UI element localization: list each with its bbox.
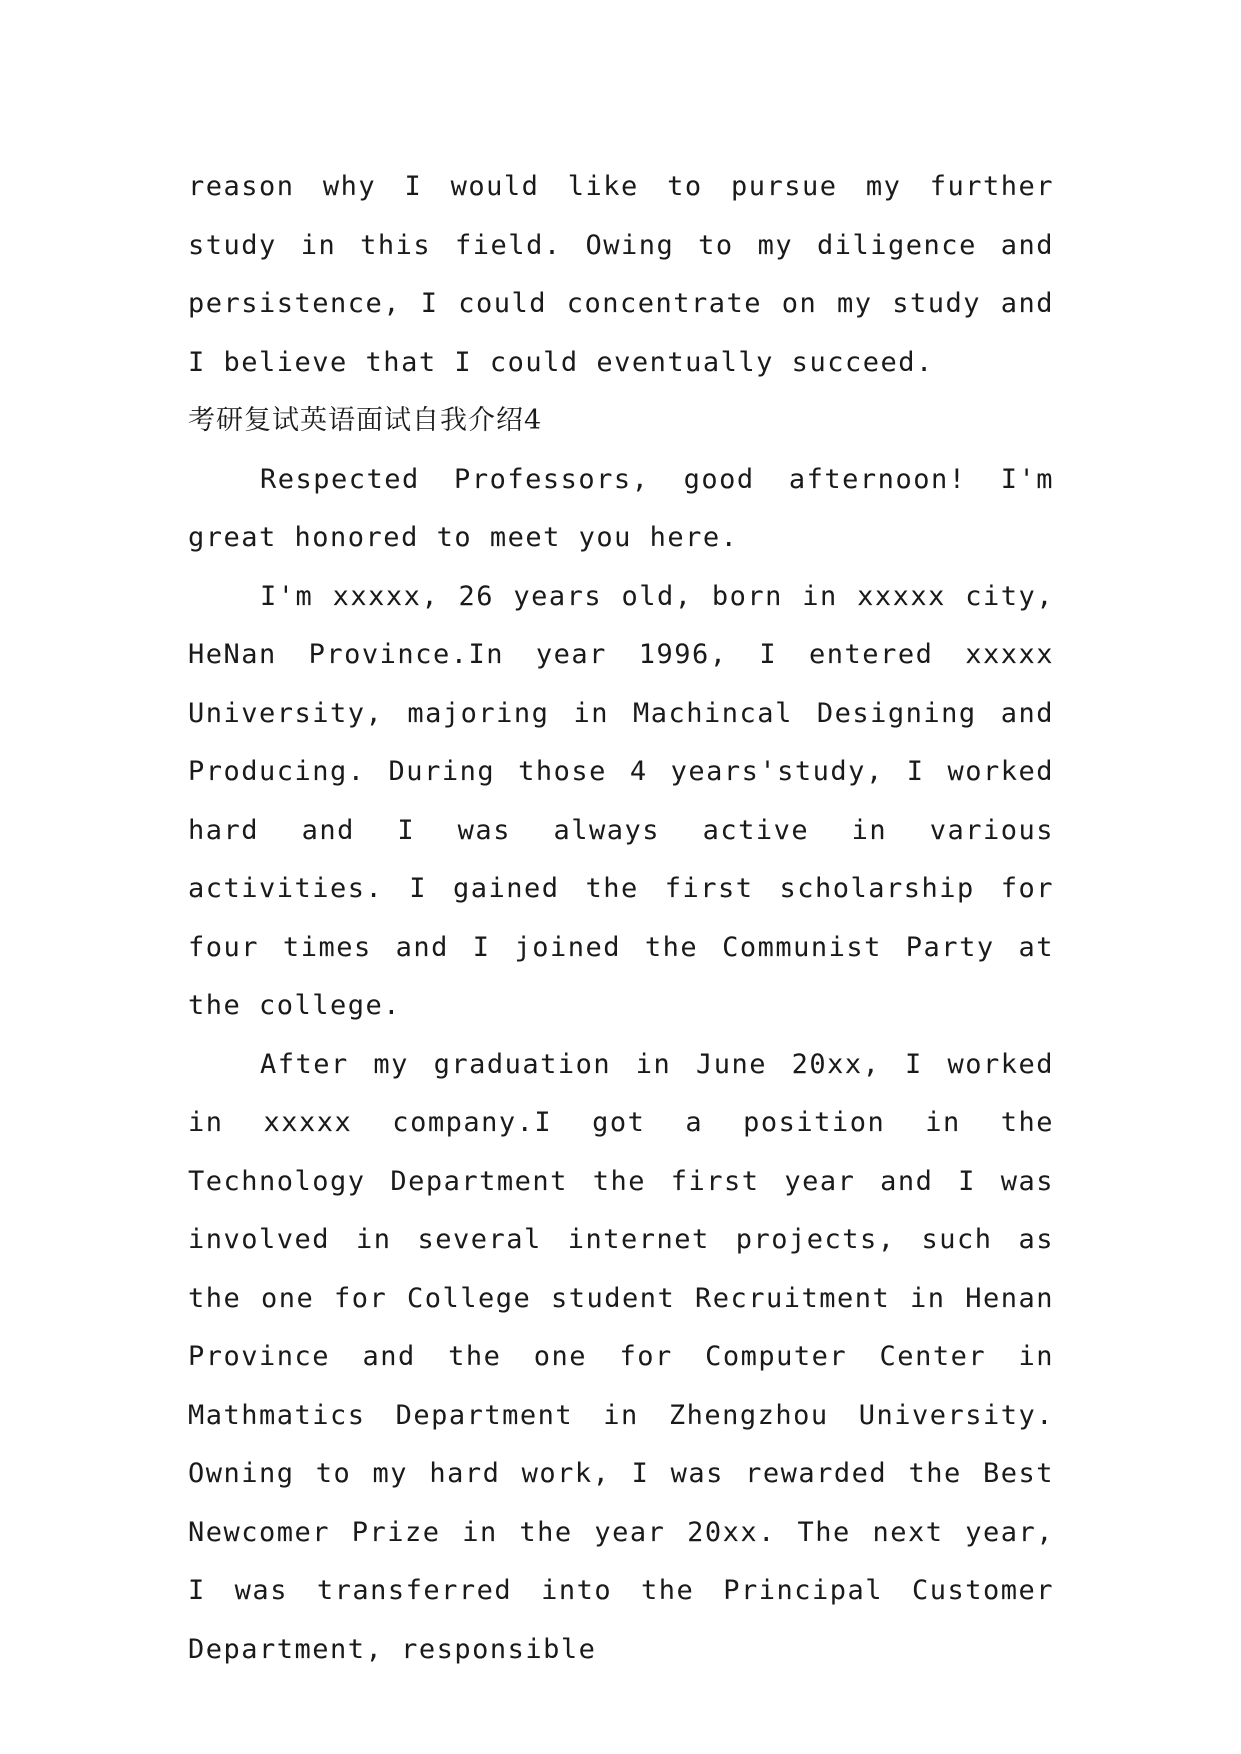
greeting-paragraph: Respected Professors, good afternoon! I'm great honored to meet you here. (188, 463, 1054, 553)
education-paragraph: I'm xxxxx, 26 years old, born in xxxxx city, HeNan Province.In year 1996, I entered xxxxx University, majoring in Machincal Designing and Producing. During those 4 years'study, I worked hard and I was always active in various activities. I gained the first scholarship for four times and I joined the Communist Party at the college. (188, 580, 1054, 1021)
document-body (188, 158, 1054, 1679)
continued-paragraph: reason why I would like to pursue my further study in this field. Owing to my diligence and persistence, I could concentrate on my study and I believe that I could eventually succeed. (188, 171, 1054, 378)
section-heading: 考研复试英语面试自我介绍4 (188, 405, 543, 436)
work-experience-paragraph: After my graduation in June 20xx, I worked in xxxxx company.I got a position in the Technology Department the first year and I was involved in several internet projects, such as the one for College student Recruitment in Henan Province and the one for Computer Center in Mathmatics Department in Zhengzhou University. Owning to my hard work, I was rewarded the Best Newcomer Prize in the year 20xx. The next year, I was transferred into the Principal Customer Department, responsible (188, 1048, 1054, 1665)
